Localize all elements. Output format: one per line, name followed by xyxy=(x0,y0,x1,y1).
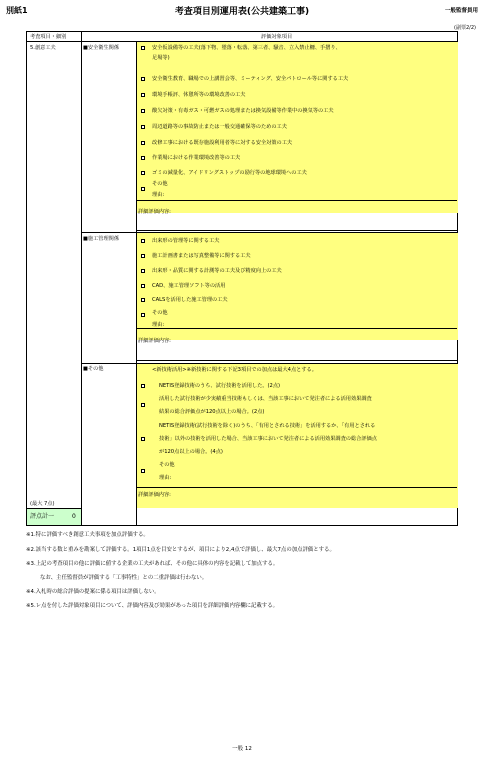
item-label: 改修工事における既存施設利用者等に対する安全対策の工夫 xyxy=(152,140,293,146)
page-footer: 一般 12 xyxy=(232,746,252,752)
item-label: 足場等) xyxy=(152,55,170,61)
item-label: その他 xyxy=(159,462,175,468)
item-label: 周辺道路等の事故防止または一般交通確保等のための工夫 xyxy=(152,124,287,130)
item-label: その他 xyxy=(152,310,168,316)
item-checkbox[interactable] xyxy=(141,313,145,317)
score-label: 評点計一 xyxy=(30,513,55,520)
page-title: 考査項目別運用表(公共建築工事) xyxy=(174,7,310,17)
header-evaluation-items: 評価対象項目 xyxy=(261,34,293,40)
item-checkbox[interactable] xyxy=(141,469,145,473)
note-3-supplement: なお、主任監督員が評価する「工事特性」との二重評価は行わない。 xyxy=(40,575,208,581)
note-4: ※4.入札時の総合評価の提案に係る項目は評価しない。 xyxy=(26,589,160,595)
item-checkbox[interactable] xyxy=(141,109,145,113)
detail-label: 詳細評価内容: xyxy=(138,338,171,344)
item-label: 結果の総合評価点が120点以上の場合。(2点) xyxy=(159,409,265,415)
item-checkbox[interactable] xyxy=(141,93,145,97)
page-reference: (副票2/2) xyxy=(454,25,476,31)
item-label: NETIS登録技術のうち、試行技術を活用した。(2点) xyxy=(159,383,281,389)
evaluation-table xyxy=(26,31,458,526)
note-1: ※1.特に評価すべき創意工夫事項を加点評価する。 xyxy=(26,532,149,538)
item-label: 施工計画書または写真整備等に関する工夫 xyxy=(152,253,251,259)
note-5: ※5.レ点を付した評価対象項目について、評価内容及び効果があった項目を詳細評価内容欄に記載する。 xyxy=(26,603,278,609)
item-label: ゴミの減量化、アイドリングストップの励行等の地球環境への工夫 xyxy=(152,170,307,176)
item-checkbox[interactable] xyxy=(141,269,145,273)
item-checkbox[interactable] xyxy=(141,171,145,175)
note-3: ※3.上記の考査項目の他に評価に値する企業の工夫があれば、その他に具体の内容を記載して加点する。 xyxy=(26,561,279,567)
item-checkbox[interactable] xyxy=(141,403,145,407)
item-label: 出来形・品質に関する計測等の工夫及び精度向上の工夫 xyxy=(152,268,282,274)
item-label: 酸欠対策・有毒ガス・可燃ガスの処理または換気設備等作業中の換気等の工夫 xyxy=(152,108,334,114)
item-label: 安全仮設備等の工夫(落下物、墜落・転落、第三者、騒音、立入禁止柵、手摺り、 xyxy=(152,45,341,51)
item-label: 環境手帳評、休憩所等の環境改善の工夫 xyxy=(152,92,246,98)
usage-label: 一般監督員用 xyxy=(444,8,478,14)
category-name: 5.創意工夫 xyxy=(30,45,56,51)
item-label: が120点以上の場合。(4点) xyxy=(159,449,223,455)
item-checkbox[interactable] xyxy=(141,187,145,191)
item-label: CALSを活用した施工管理の工夫 xyxy=(152,297,228,303)
section-construction-mgmt: ■施工管理関係 xyxy=(83,236,120,242)
item-checkbox[interactable] xyxy=(141,141,145,145)
item-checkbox[interactable] xyxy=(141,125,145,129)
item-checkbox[interactable] xyxy=(141,437,145,441)
item-label: 安全衛生教育、職場での上講習会等、ミーティング、安全パトロール等に関する工夫 xyxy=(152,76,349,82)
item-checkbox[interactable] xyxy=(141,384,145,388)
item-label: 出来形の管理等に関する工夫 xyxy=(152,238,220,244)
item-label: NETIS登録技術(試行技術を除く)のうち、「有用とされる技術」を活用するか、「有用とされる xyxy=(159,423,376,429)
item-reason: 理由: xyxy=(152,192,165,198)
form-number: 別紙1 xyxy=(6,6,28,15)
score-value: 0 xyxy=(72,513,76,520)
header-category: 考査項目・細別 xyxy=(30,34,67,40)
item-checkbox[interactable] xyxy=(141,298,145,302)
item-label: 作業場における作業環境改善等の工夫 xyxy=(152,155,241,161)
item-checkbox[interactable] xyxy=(141,284,145,288)
item-reason: 理由: xyxy=(159,475,172,481)
item-checkbox[interactable] xyxy=(141,46,145,50)
item-label: 活用した試行技術が少実績重当技術もしくは、当該工事において発注者による活用効果調査 xyxy=(159,396,372,402)
item-checkbox[interactable] xyxy=(141,77,145,81)
item-reason: 理由: xyxy=(152,322,165,328)
new-tech-intro: <新技術活用>※新技術に関する下記3項目での加点は最大4点とする。 xyxy=(152,367,317,373)
item-label: 技術」以外の技術を活用した場合、当該工事において発注者による活用効果調査の総合評価点 xyxy=(159,436,377,442)
max-points: (最大 7点) xyxy=(30,501,55,507)
section-safety: ■安全衛生関係 xyxy=(83,45,120,51)
item-checkbox[interactable] xyxy=(141,254,145,258)
detail-label: 詳細評価内容: xyxy=(138,209,171,215)
item-label: その他 xyxy=(152,181,168,187)
detail-label: 詳細評価内容: xyxy=(138,492,171,498)
section-other: ■その他 xyxy=(83,366,104,372)
item-label: CAD、施工管理ソフト等の活用 xyxy=(152,283,226,289)
note-2: ※2.該当する数と重みを勘案して評価する。1項目1点を目安とするが、項目により2,4点で評価し、最大7点の加点評価とする。 xyxy=(26,547,335,553)
item-checkbox[interactable] xyxy=(141,156,145,160)
item-checkbox[interactable] xyxy=(141,239,145,243)
